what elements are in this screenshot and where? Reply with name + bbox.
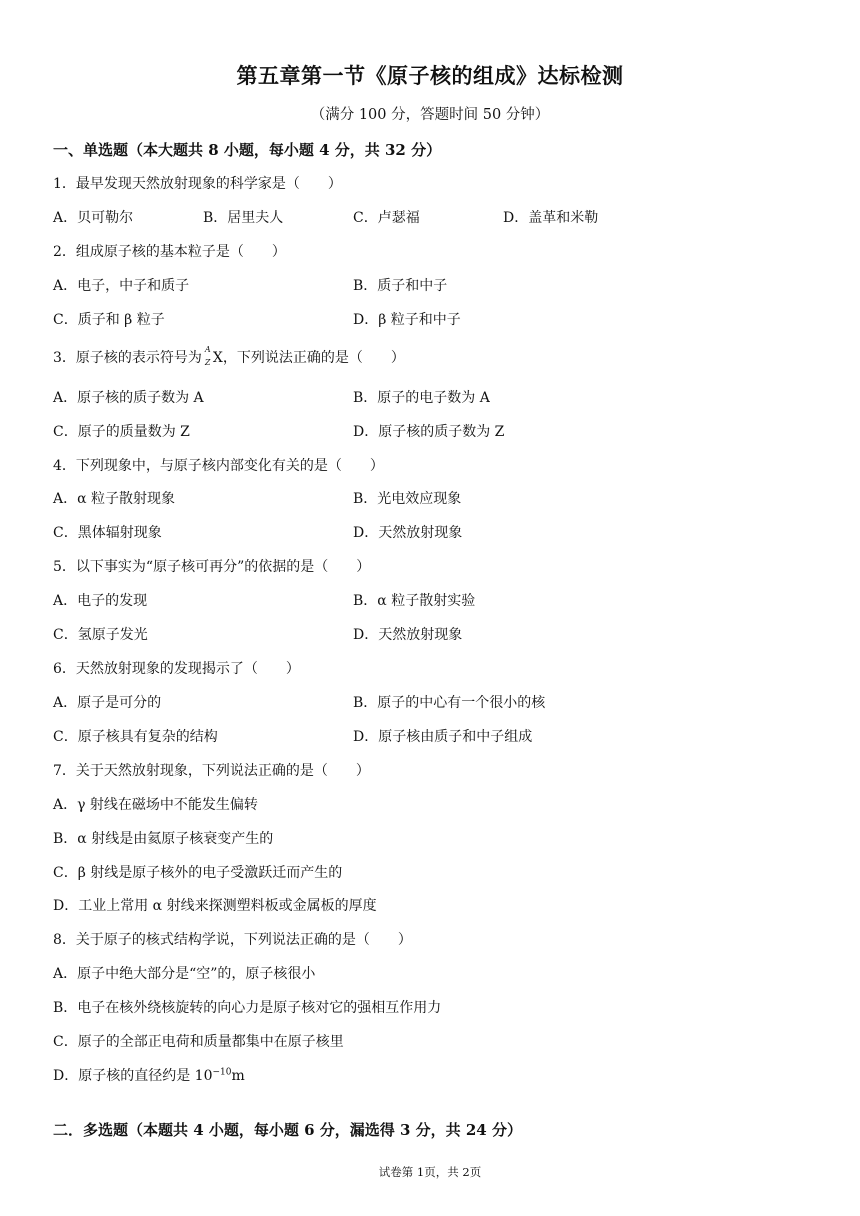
nuclide-symbol bbox=[202, 345, 213, 367]
question-2-stem: 2．组成原子核的基本粒子是（ ） bbox=[53, 244, 286, 260]
section-heading-single-choice: 一、单选题（本大题共 8 小题，每小题 4 分，共 32 分） bbox=[53, 141, 442, 159]
question-3-stem-start: 3．原子核的表示符号为 bbox=[53, 350, 202, 366]
question-7-option-b: B．α 射线是由氦原子核衰变产生的 bbox=[53, 831, 274, 847]
question-1-option-d: D．盖革和米勒 bbox=[503, 210, 599, 226]
question-2-option-a: A．电子，中子和质子 bbox=[53, 278, 190, 294]
question-4-stem: 4．下列现象中，与原子核内部变化有关的是（ ） bbox=[53, 458, 384, 474]
question-8-option-d bbox=[53, 1065, 245, 1085]
question-1-option-a: A．贝可勒尔 bbox=[53, 210, 134, 226]
question-2-option-c: C．质子和 β 粒子 bbox=[53, 312, 165, 328]
section-heading-multi-choice: 二．多选题（本题共 4 小题，每小题 6 分，漏选得 3 分，共 24 分） bbox=[53, 1121, 522, 1139]
atomic-number: Z bbox=[204, 358, 211, 367]
question-2-option-b: B．质子和中子 bbox=[353, 278, 448, 294]
question-1-option-b: B．居里夫人 bbox=[203, 210, 284, 226]
question-3-option-c: C．原子的质量数为 Z bbox=[53, 424, 190, 440]
question-6-option-d: D．原子核由质子和中子组成 bbox=[353, 729, 533, 745]
question-4-option-d: D．天然放射现象 bbox=[353, 525, 463, 541]
question-3-stem-end: ，下列说法正确的是（ ） bbox=[222, 350, 405, 366]
question-8-option-d-text: D．原子核的直径约是 10 bbox=[53, 1068, 213, 1084]
question-3-option-d: D．原子核的质子数为 Z bbox=[353, 424, 505, 440]
question-7-option-a: A．γ 射线在磁场中不能发生偏转 bbox=[53, 797, 258, 813]
question-8-stem: 8．关于原子的核式结构学说，下列说法正确的是（ ） bbox=[53, 932, 412, 948]
question-4-option-c: C．黑体辐射现象 bbox=[53, 525, 162, 541]
question-8-option-a: A．原子中绝大部分是“空”的，原子核很小 bbox=[53, 966, 316, 982]
question-1-option-c: C．卢瑟福 bbox=[353, 210, 420, 226]
mass-number: A bbox=[204, 345, 211, 354]
question-3-stem bbox=[53, 347, 405, 367]
page-title: 第五章第一节《原子核的组成》达标检测 bbox=[236, 64, 624, 88]
question-5-stem: 5．以下事实为“原子核可再分”的依据的是（ ） bbox=[53, 559, 371, 575]
question-6-option-c: C．原子核具有复杂的结构 bbox=[53, 729, 218, 745]
question-7-option-c: C．β 射线是原子核外的电子受激跃迁而产生的 bbox=[53, 865, 343, 881]
page-footer: 试卷第 1页，共 2页 bbox=[378, 1165, 482, 1179]
question-8-option-b: B．电子在核外绕核旋转的向心力是原子核对它的强相互作用力 bbox=[53, 1000, 442, 1016]
element-symbol: X bbox=[212, 350, 223, 366]
question-4-option-b: B．光电效应现象 bbox=[353, 491, 462, 507]
question-6-stem: 6．天然放射现象的发现揭示了（ ） bbox=[53, 661, 300, 677]
question-5-option-d: D．天然放射现象 bbox=[353, 627, 463, 643]
question-4-option-a: A．α 粒子散射现象 bbox=[53, 491, 176, 507]
question-7-stem: 7．关于天然放射现象，下列说法正确的是（ ） bbox=[53, 763, 370, 779]
page-subtitle: （满分 100 分，答题时间 50 分钟） bbox=[310, 107, 550, 123]
question-1-stem: 1．最早发现天然放射现象的科学家是（ ） bbox=[53, 176, 342, 192]
question-6-option-b: B．原子的中心有一个很小的核 bbox=[353, 695, 546, 711]
question-2-option-d: D．β 粒子和中子 bbox=[353, 312, 461, 328]
unit: m bbox=[231, 1068, 245, 1084]
question-7-option-d: D．工业上常用 α 射线来探测塑料板或金属板的厚度 bbox=[53, 898, 377, 914]
question-8-option-c: C．原子的全部正电荷和质量都集中在原子核里 bbox=[53, 1034, 344, 1050]
question-5-option-a: A．电子的发现 bbox=[53, 593, 148, 609]
question-6-option-a: A．原子是可分的 bbox=[53, 695, 162, 711]
exponent: −10 bbox=[212, 1067, 232, 1078]
question-3-option-b: B．原子的电子数为 A bbox=[353, 390, 490, 406]
question-3-option-a: A．原子核的质子数为 A bbox=[53, 390, 204, 406]
question-5-option-c: C．氢原子发光 bbox=[53, 627, 148, 643]
question-5-option-b: B．α 粒子散射实验 bbox=[353, 593, 476, 609]
